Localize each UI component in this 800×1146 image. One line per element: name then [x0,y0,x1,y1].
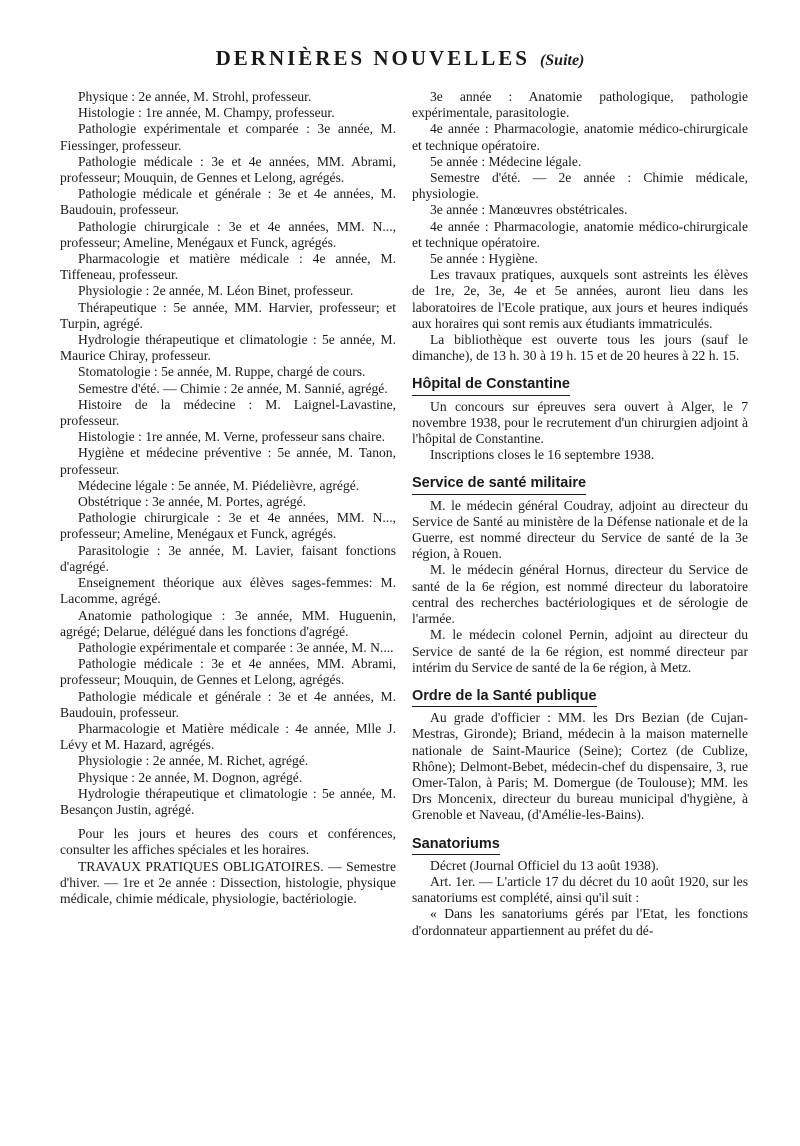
left-paragraph: Médecine légale : 5e année, M. Piédelièvre, agrégé. [78,477,360,493]
right-paragraph: 3e année : Manœuvres obstétricales. [430,202,628,218]
left-paragraph: Physique : 2e année, M. Dognon, agrégé. [78,769,303,785]
right-paragraph: 5e année : Hygiène. [430,251,538,267]
section-paragraph: M. le médecin général Coudray, adjoint au directeur du Service de Santé au ministère de la Défense nationale et de la Guerre, est nommé directeur du Service de santé de la 3e région, à Rouen. [412,497,748,562]
section-title: Sanatoriums [412,836,500,855]
section-paragraph: Décret (Journal Officiel du 13 août 1938). [430,857,659,873]
left-paragraph: Thérapeutique : 5e année, MM. Harvier, professeur; et Turpin, agrégé. [60,299,396,331]
left-column [60,89,396,907]
section-title: Ordre de la Santé publique [412,688,597,707]
left-paragraph: Pathologie expérimentale et comparée : 3e année, M. Fiessinger, professeur. [60,121,396,153]
left-paragraph: Pathologie médicale et générale : 3e et 4e années, M. Baudouin, professeur. [60,688,396,720]
section-title: Hôpital de Constantine [412,376,570,395]
left-paragraph: Pathologie chirurgicale : 3e et 4e années, MM. N..., professeur; Ameline, Menégaux et Funck, agrégés. [60,218,396,250]
left-paragraph: Pathologie chirurgicale : 3e et 4e années, MM. N..., professeur; Ameline, Menégaux et Funck, agrégés. [60,510,396,542]
right-paragraph: 4e année : Pharmacologie, anatomie médico-chirurgicale et technique opératoire. [412,121,748,153]
right-paragraph: Semestre d'été. — 2e année : Chimie médicale, physiologie. [412,170,748,202]
page-header [0,46,800,71]
right-paragraph: 3e année : Anatomie pathologique, pathologie expérimentale, parasitologie. [412,89,748,121]
right-paragraph: 5e année : Médecine légale. [430,153,582,169]
left-paragraph: Histoire de la médecine : M. Laignel-Lavastine, professeur. [60,396,396,429]
section-paragraph: Un concours sur épreuves sera ouvert à Alger, le 7 novembre 1938, pour le recrutement d'un chirurgien adjoint à l'hôpital de Constantine. [412,398,748,447]
left-paragraph: Physiologie : 2e année, M. Léon Binet, professeur. [78,283,354,299]
right-paragraph: 4e année : Pharmacologie, anatomie médico-chirurgicale et technique opératoire. [412,218,748,250]
left-paragraph: Histologie : 1re année, M. Champy, professeur. [78,105,335,121]
right-column [412,89,748,939]
left-paragraph: Pour les jours et heures des cours et conférences, consulter les affiches spéciales et les horaires. [60,826,396,858]
left-paragraph: Physique : 2e année, M. Strohl, professeur. [78,89,312,104]
section-paragraph: Art. 1er. — L'article 17 du décret du 10 août 1920, sur les sanatoriums est complété, ainsi qu'il suit : [412,873,748,906]
left-paragraph: Histologie : 1re année, M. Verne, professeur sans chaire. [78,429,386,445]
left-paragraph: Stomatologie : 5e année, M. Ruppe, chargé de cours. [78,364,366,380]
left-paragraph: Pathologie expérimentale et comparée : 3e année, M. N.... [78,639,394,655]
left-paragraph: Obstétrique : 3e année, M. Portes, agrégé. [78,494,307,510]
section-paragraph: Inscriptions closes le 16 septembre 1938. [430,447,655,463]
left-paragraph: Pathologie médicale : 3e et 4e années, MM. Abrami, professeur; Mouquin, de Gennes et Lelong, agrégés. [60,153,396,186]
left-paragraph: Pathologie médicale : 3e et 4e années, MM. Abrami, professeur; Mouquin, de Gennes et Lelong, agrégés. [60,656,396,688]
header-suite: (Suite) [539,52,585,69]
left-paragraph: Enseignement théorique aux élèves sages-femmes: M. Lacomme, agrégé. [60,575,396,607]
section-paragraph: M. le médecin colonel Pernin, adjoint au directeur du Service de santé de la 6e région, est nommé directeur par intérim du Service de santé de la 6e région, à Metz. [412,627,748,675]
left-paragraph: Hydrologie thérapeutique et climatologie : 5e année, M. Besançon Justin, agrégé. [60,785,396,817]
left-paragraph: Parasitologie : 3e année, M. Lavier, faisant fonctions d'agrégé. [60,542,396,574]
section-title: Service de santé militaire [412,475,586,494]
section-paragraph: Au grade d'officier : MM. les Drs Bezian (de Cujan-Mestras, Gironde); Briand, médecin à la maison maternelle nationale de Saint-Maurice (Seine); Cortez (de Cublize, Rhône); Delmont-Bebet, médecin-chef du dispensaire, 3, rue Omer-Talon, à Paris; M. Domergue (de Toulouse); MM. les Drs Moncenix, directeur du bureau municipal d'hygiène, à Grenoble et Naveau, (d'Amélie-les-Bains). [412,710,748,823]
left-paragraph: TRAVAUX PRATIQUES OBLIGATOIRES. — Semestre d'hiver. — 1re et 2e année : Dissection, histologie, physique médicale, chimie médicale, physiologie, bactériologie. [60,858,396,906]
section-paragraph: M. le médecin général Hornus, directeur du Service de santé de la 6e région, est nommé directeur du laboratoire central des recherches bactériologiques et de sérologie de l'armée. [412,562,748,627]
left-paragraph: Physiologie : 2e année, M. Richet, agrégé. [78,753,309,769]
left-paragraph: Pathologie médicale et générale : 3e et 4e années, M. Baudouin, professeur. [60,186,396,218]
right-paragraph: Les travaux pratiques, auxquels sont astreints les élèves de 1re, 2e, 3e, 4e et 5e années, auront lieu dans les laboratoires de l'Ecole pratique, aux jours et heures indiqués aux horaires qui sont remis aux étudiants immatriculés. [412,267,748,331]
left-paragraph: Semestre d'été. — Chimie : 2e année, M. Sannié, agrégé. [78,380,388,396]
right-paragraph: La bibliothèque est ouverte tous les jours (sauf le dimanche), de 13 h. 30 à 19 h. 15 et de 20 heures à 22 h. 15. [412,332,748,364]
left-paragraph: Pharmacologie et Matière médicale : 4e année, Mlle J. Lévy et M. Hazard, agrégés. [60,720,396,753]
left-paragraph: Anatomie pathologique : 3e année, MM. Huguenin, agrégé; Delarue, délégué dans les fonctions d'agrégé. [60,607,396,639]
left-paragraph: Pharmacologie et matière médicale : 4e année, M. Tiffeneau, professeur. [60,251,396,283]
left-paragraph: Hygiène et médecine préventive : 5e année, M. Tanon, professeur. [60,445,396,477]
header-title: DERNIÈRES NOUVELLES [215,46,530,70]
left-paragraph: Hydrologie thérapeutique et climatologie : 5e année, M. Maurice Chiray, professeur. [60,332,396,364]
section-paragraph: « Dans les sanatoriums gérés par l'Etat, les fonctions d'ordonnateur appartiennent au préfet du dé- [412,906,748,938]
